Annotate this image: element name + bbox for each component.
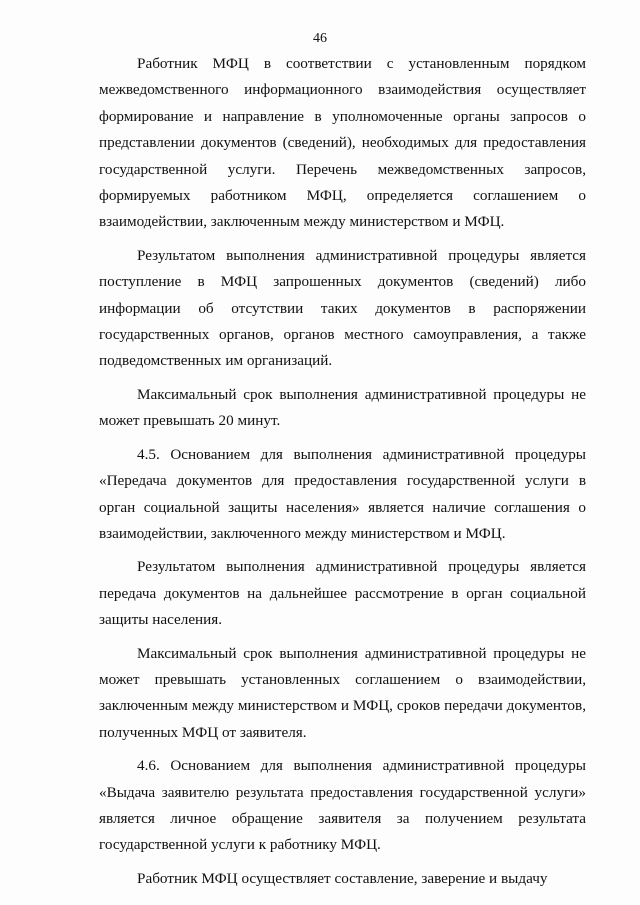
paragraph-max-time-20-minutes: Максимальный срок выполнения административной процедуры не может превышать 20 минут. bbox=[99, 385, 586, 430]
document-body bbox=[99, 51, 586, 892]
paragraph-result-transfer-documents: Результатом выполнения административной процедуры является передача документов на дальнейшее рассмотрение в орган социальной защиты населения. bbox=[99, 558, 586, 629]
paragraph-result-documents-received: Результатом выполнения административной процедуры является поступление в МФЦ запрошенных документов (сведений) либо информации об отсутствии таких документов в распоряжении государственных органов, органов местного самоуправления, а также подведомственных им организаций. bbox=[99, 246, 586, 370]
paragraph-mfc-interagency-requests: Работник МФЦ в соответствии с установленным порядком межведомственного информационного взаимодействия осуществляет формирование и направление в уполномоченные органы запросов о представлении документов (сведений), необходимых для предоставления государственной услуги. Перечень межведомственных запросов, формируемых работником МФЦ, определяется соглашением о взаимодействии, заключенным между министерством и МФЦ. bbox=[99, 55, 586, 231]
page-number: 46 bbox=[313, 31, 327, 46]
paragraph-mfc-issuance: Работник МФЦ осуществляет составление, заверение и выдачу bbox=[137, 869, 548, 887]
paragraph-max-time-transfer: Максимальный срок выполнения административной процедуры не может превышать установленных соглашением о взаимодействии, заключенным между министерством и МФЦ, сроков передачи документов, полученных МФЦ от заявителя. bbox=[99, 644, 586, 741]
paragraph-section-4-6: 4.6. Основанием для выполнения административной процедуры «Выдача заявителю результата предоставления государственной услуги» является личное обращение заявителя за получением результата государственной услуги к работнику МФЦ. bbox=[99, 757, 586, 854]
paragraph-section-4-5: 4.5. Основанием для выполнения административной процедуры «Передача документов для предоставления государственной услуги в орган социальной защиты населения» является наличие соглашения о взаимодействии, заключенного между министерством и МФЦ. bbox=[99, 445, 586, 542]
